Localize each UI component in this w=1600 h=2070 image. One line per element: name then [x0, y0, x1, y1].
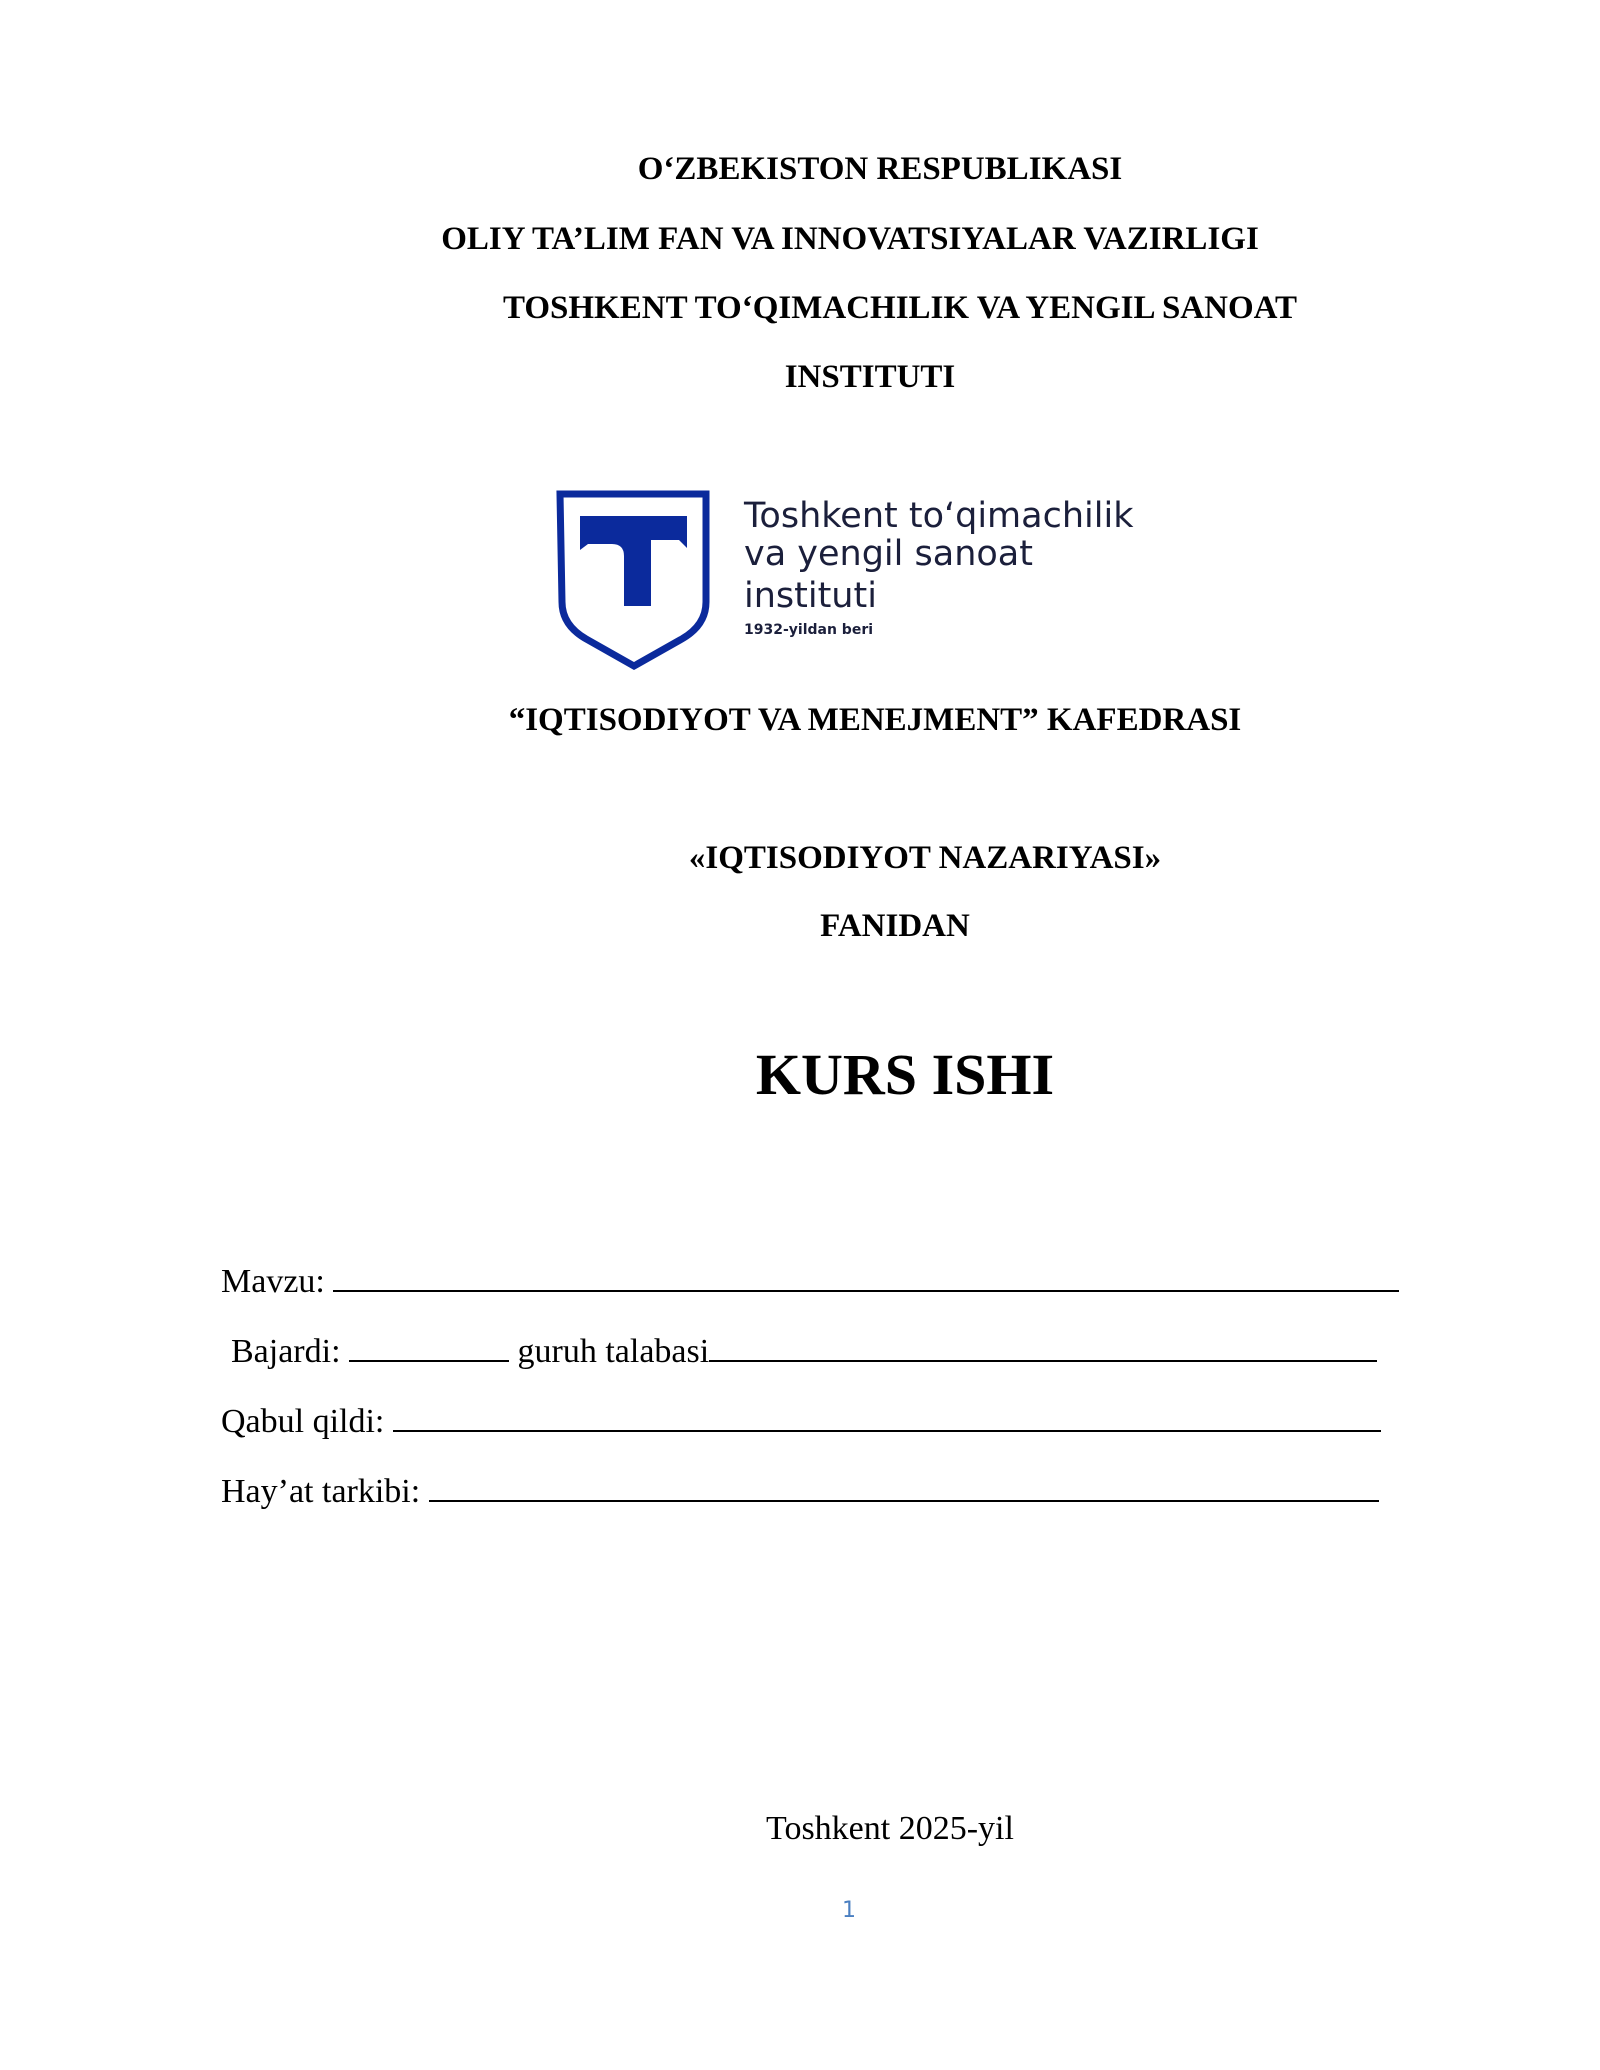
- page-number: 1: [842, 1898, 856, 1923]
- accepted-blank: [393, 1402, 1381, 1432]
- subject-name: «IQTISODIYOT NAZARIYASI»: [688, 840, 1162, 876]
- group-blank: [349, 1332, 509, 1362]
- logo-text-line3: instituti: [744, 576, 877, 616]
- topic-label: Mavzu:: [221, 1263, 325, 1300]
- subject-suffix: FANIDAN: [820, 908, 970, 944]
- department-name: “IQTISODIYOT VA MENEJMENT” KAFEDRASI: [508, 702, 1242, 738]
- logo-tagline: 1932-yildan beri: [744, 622, 874, 638]
- committee-row: [221, 1472, 1379, 1509]
- accepted-label: Qabul qildi:: [221, 1403, 385, 1440]
- header-institute: TOSHKENT TO‘QIMACHILIK VA YENGIL SANOAT: [502, 290, 1298, 326]
- logo-text-line2: va yengil sanoat: [744, 534, 1033, 574]
- logo-text-line1: Toshkent to‘qimachilik: [744, 496, 1134, 536]
- header-ministry: OLIY TA’LIM FAN VA INNOVATSIYALAR VAZIRLIGI: [441, 221, 1259, 257]
- student-blank: [709, 1332, 1377, 1362]
- committee-label: Hay’at tarkibi:: [221, 1473, 421, 1510]
- header-country: O‘ZBEKISTON RESPUBLIKASI: [637, 151, 1123, 187]
- place-year: Toshkent 2025-yil: [766, 1810, 1014, 1847]
- committee-blank: [429, 1472, 1379, 1502]
- done-by-row: [231, 1332, 1377, 1369]
- institute-logo: [556, 490, 1156, 670]
- done-by-label: Bajardi:: [231, 1333, 341, 1370]
- group-label: guruh talabasi: [517, 1333, 710, 1370]
- document-title: KURS ISHI: [755, 1042, 1055, 1107]
- topic-blank: [333, 1262, 1399, 1292]
- topic-row: [221, 1262, 1399, 1299]
- header-institute-end: INSTITUTI: [784, 359, 956, 395]
- accepted-row: [221, 1402, 1381, 1439]
- shield-t-icon: [556, 490, 712, 670]
